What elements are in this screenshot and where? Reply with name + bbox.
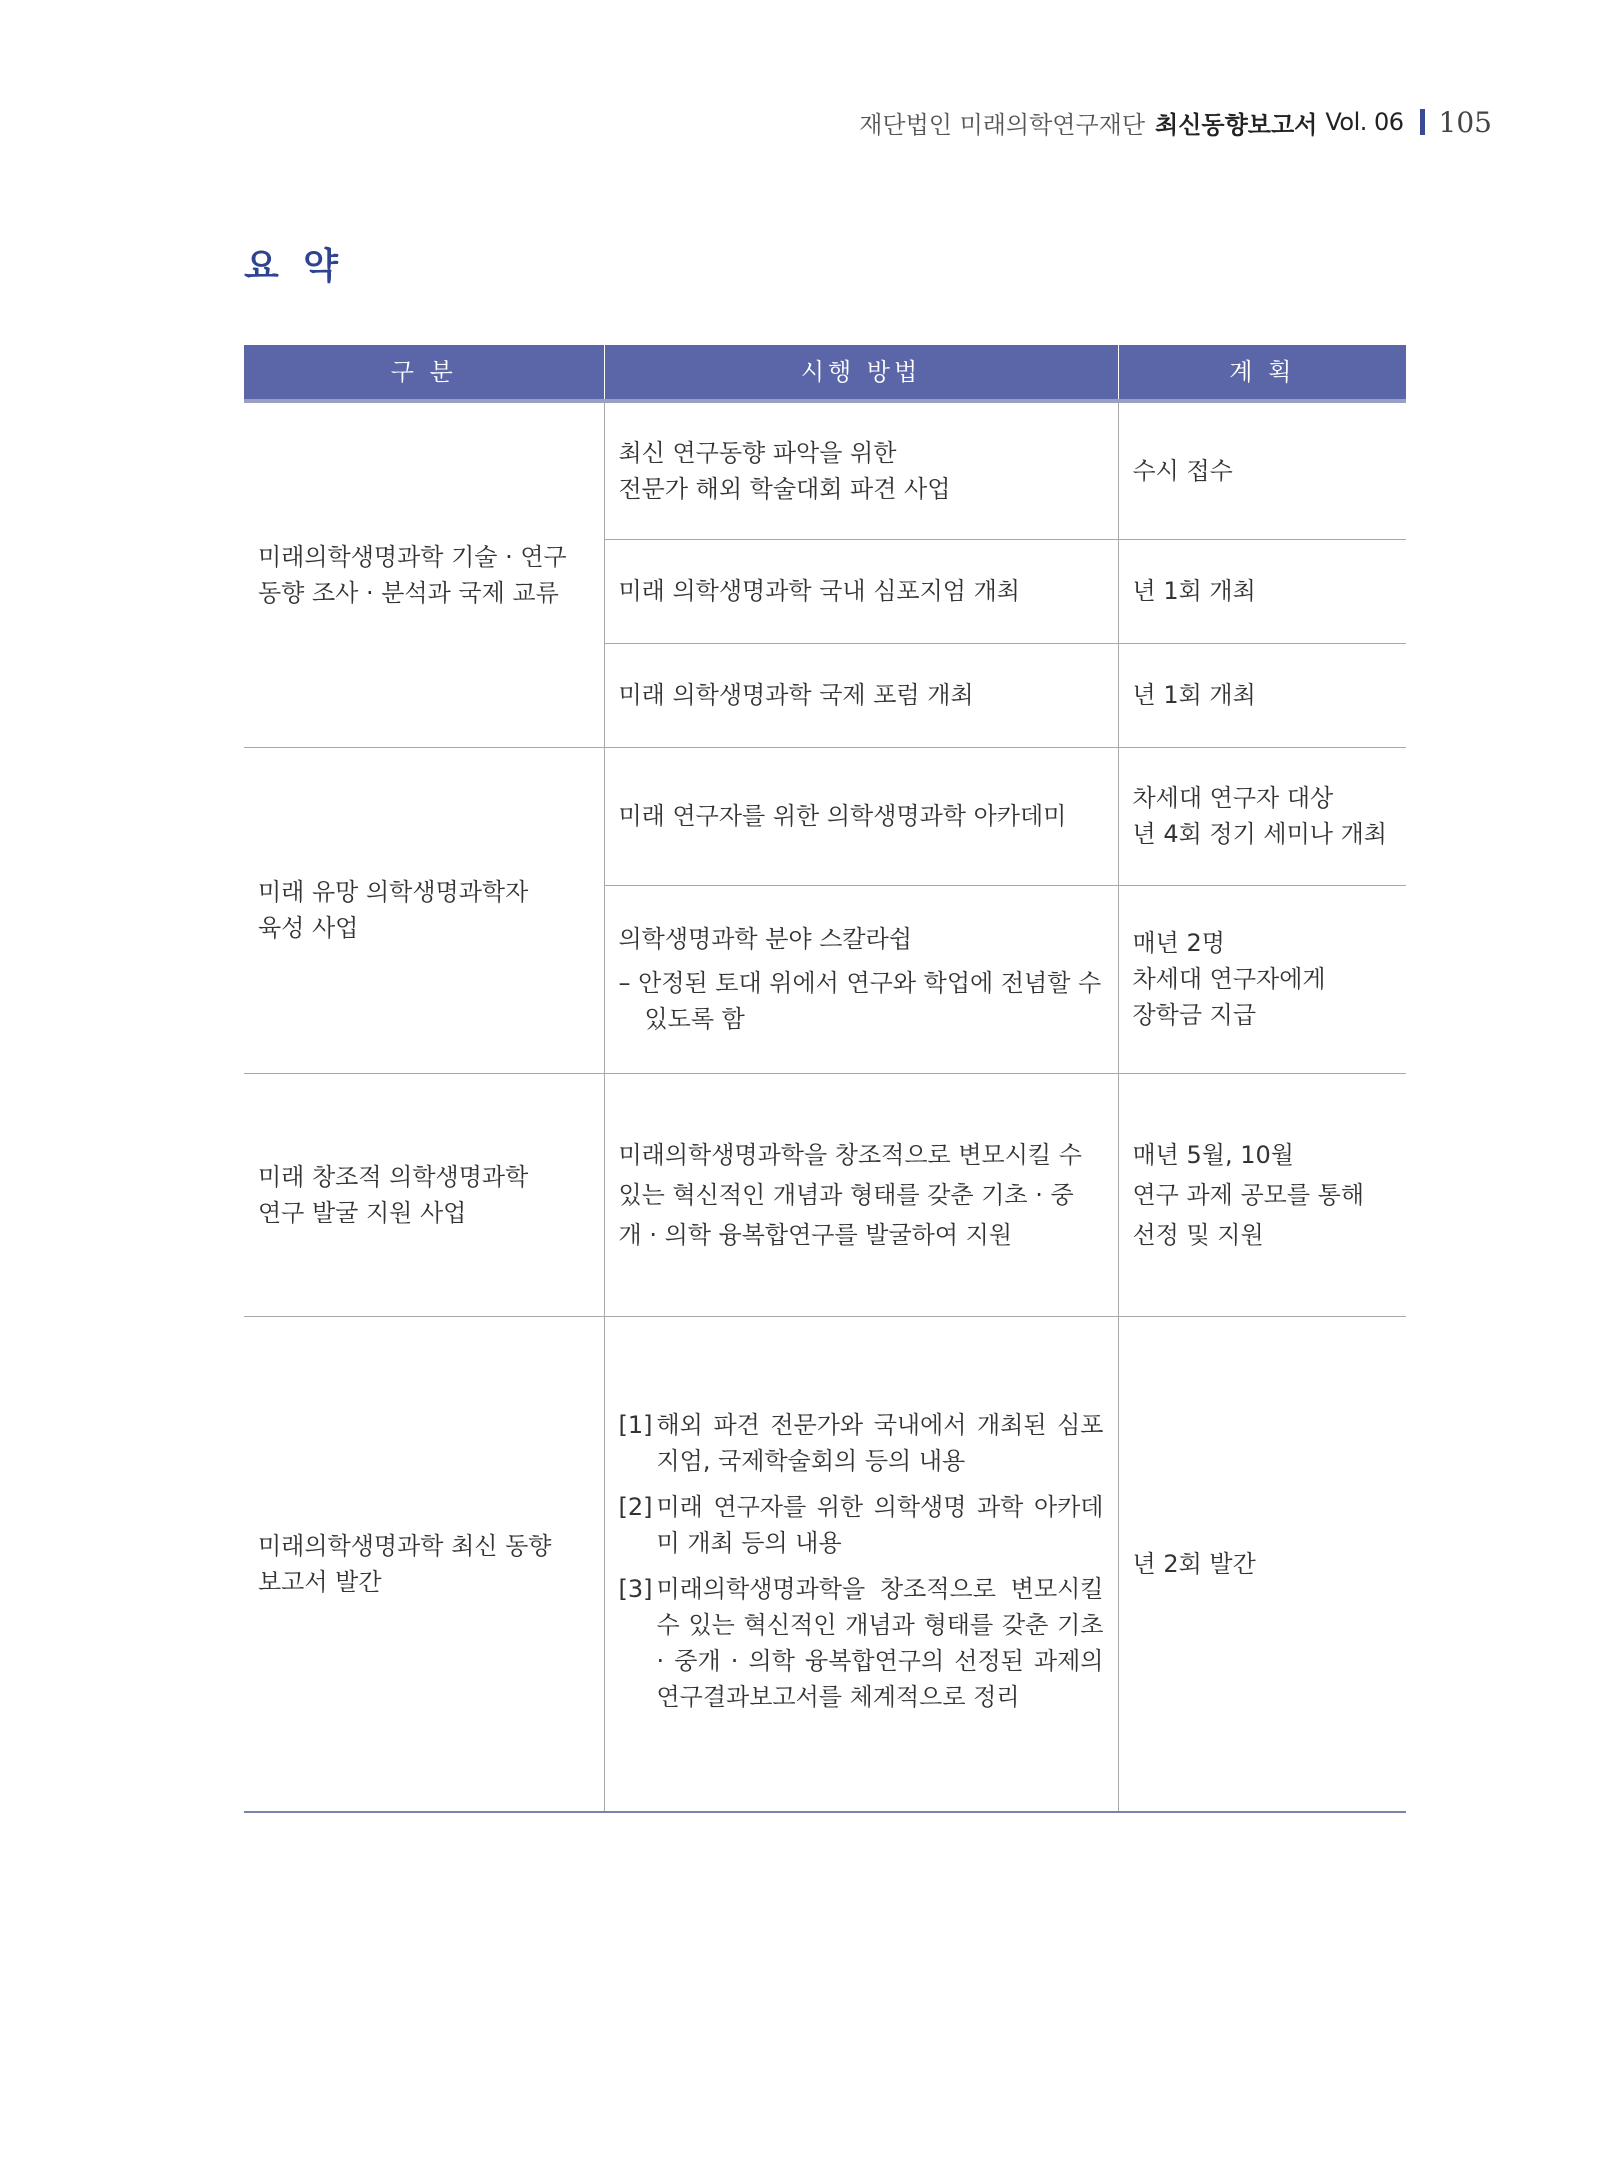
plan-cell: 년 1회 개최: [1118, 539, 1406, 643]
method-cell: 미래 연구자를 위한 의학생명과학 아카데미: [604, 747, 1118, 885]
header-divider: [1420, 109, 1425, 135]
header-method: 시행 방법: [604, 345, 1118, 401]
summary-table: [244, 345, 1406, 1813]
page-number: 105: [1438, 105, 1492, 139]
category-cell: 미래 창조적 의학생명과학 연구 발굴 지원 사업: [244, 1073, 604, 1316]
table-row: [244, 1073, 1406, 1316]
table-row: [244, 401, 1406, 539]
page-header: [859, 104, 1492, 140]
category-cell: 미래의학생명과학 최신 동향 보고서 발간: [244, 1316, 604, 1812]
method-cell: 의학생명과학 분야 스칼라쉽 – 안정된 토대 위에서 연구와 학업에 전념할 수 있도록 함: [604, 885, 1118, 1073]
header-volume: Vol. 06: [1325, 108, 1404, 136]
method-cell: 미래 의학생명과학 국내 심포지엄 개최: [604, 539, 1118, 643]
header-plan: 계 획: [1118, 345, 1406, 401]
list-item: [1] 해외 파견 전문가와 국내에서 개최된 심포지엄, 국제학술회의 등의 내용: [618, 1410, 1104, 1475]
plan-cell: 차세대 연구자 대상 년 4회 정기 세미나 개최: [1118, 747, 1406, 885]
plan-cell: 매년 2명 차세대 연구자에게 장학금 지급: [1118, 885, 1406, 1073]
plan-cell: 수시 접수: [1118, 401, 1406, 539]
category-cell: 미래 유망 의학생명과학자 육성 사업: [244, 747, 604, 1073]
table-header-row: [244, 345, 1406, 401]
category-cell: 미래의학생명과학 기술 · 연구 동향 조사 · 분석과 국제 교류: [244, 401, 604, 747]
method-cell: 미래 의학생명과학 국제 포럼 개최: [604, 643, 1118, 747]
header-report-title: 최신동향보고서: [1155, 110, 1318, 139]
plan-cell: 매년 5월, 10월 연구 과제 공모를 통해 선정 및 지원: [1118, 1073, 1406, 1316]
table-row: [244, 747, 1406, 885]
section-title: 요 약: [244, 246, 345, 287]
method-cell: 미래의학생명과학을 창조적으로 변모시킬 수 있는 혁신적인 개념과 형태를 갖춘 기초 · 중 개 · 의학 융복합연구를 발굴하여 지원: [604, 1073, 1118, 1316]
list-item: [2] 미래 연구자를 위한 의학생명 과학 아카데미 개최 등의 내용: [618, 1492, 1104, 1557]
plan-cell: 년 2회 발간: [1118, 1316, 1406, 1812]
header-category: 구 분: [244, 345, 604, 401]
list-item: [3] 미래의학생명과학을 창조적으로 변모시킬 수 있는 혁신적인 개념과 형태를 갖춘 기초 · 중개 · 의학 융복합연구의 선정된 과제의 연구결과보고서를 체계적으로 정리: [618, 1574, 1104, 1711]
plan-cell: 년 1회 개최: [1118, 643, 1406, 747]
method-cell: [604, 1316, 1118, 1812]
method-cell: 최신 연구동향 파악을 위한 전문가 해외 학술대회 파견 사업: [604, 401, 1118, 539]
header-organization: 재단법인 미래의학연구재단: [859, 110, 1146, 139]
table-row: [244, 1316, 1406, 1812]
